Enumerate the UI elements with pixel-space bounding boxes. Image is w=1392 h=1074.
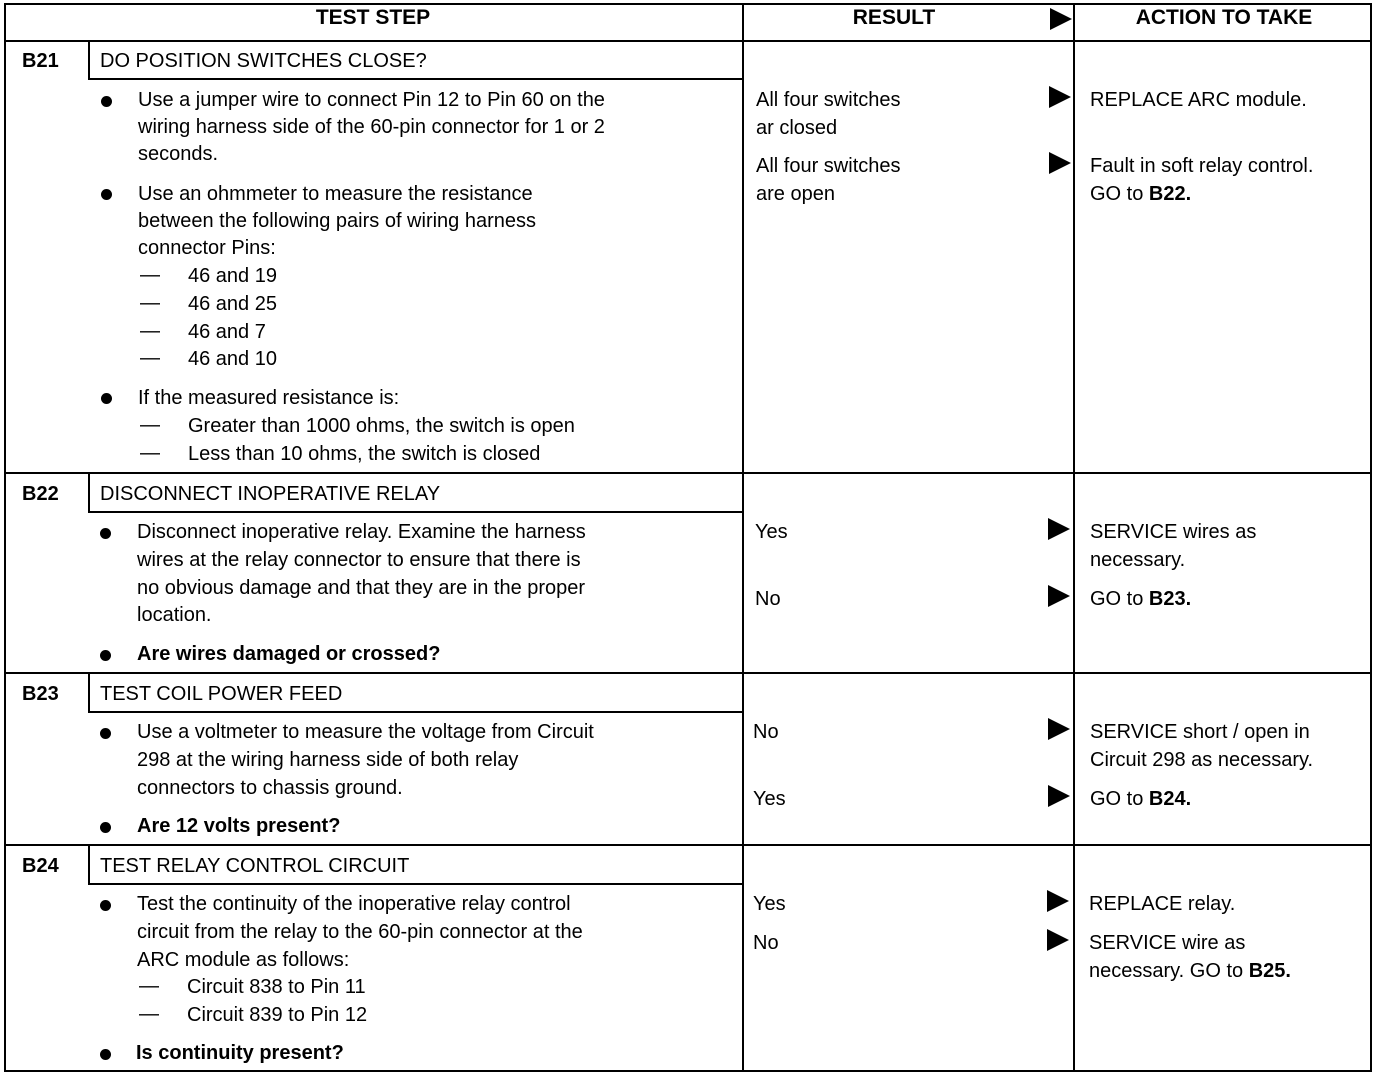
sub-item: Less than 10 ohms, the switch is closed <box>188 443 541 465</box>
step-text: circuit from the relay to the 60-pin connector at the <box>137 921 583 943</box>
sub-item: Greater than 1000 ohms, the switch is open <box>188 415 575 437</box>
sub-item: 46 and 19 <box>188 265 277 287</box>
arrow-icon <box>1049 152 1071 174</box>
step-code: B24 <box>22 855 59 877</box>
dash-marker: — <box>140 442 160 464</box>
step-text: location. <box>137 604 212 626</box>
code-column-divider <box>88 472 90 513</box>
arrow-icon <box>1047 890 1069 912</box>
step-text: seconds. <box>138 143 219 165</box>
arrow-icon <box>1048 785 1070 807</box>
dash-marker: — <box>139 1003 159 1025</box>
action-text: REPLACE ARC module. <box>1090 89 1307 111</box>
step-title: TEST RELAY CONTROL CIRCUIT <box>100 855 410 877</box>
result-column-divider <box>742 3 744 1072</box>
step-title-divider <box>88 511 742 513</box>
arrow-icon <box>1048 585 1070 607</box>
code-column-divider <box>88 844 90 885</box>
arrow-icon <box>1048 718 1070 740</box>
dash-marker: — <box>140 264 160 286</box>
dash-marker: — <box>140 347 160 369</box>
step-title-divider <box>88 883 742 885</box>
step-text: Use a jumper wire to connect Pin 12 to Pin 60 on the <box>138 89 605 111</box>
sub-item: 46 and 7 <box>188 321 266 343</box>
dash-marker: — <box>140 292 160 314</box>
code-column-divider <box>88 672 90 713</box>
header-action: ACTION TO TAKE <box>1135 6 1313 29</box>
step-text: wires at the relay connector to ensure that there is <box>137 549 581 571</box>
sub-item: 46 and 10 <box>188 348 277 370</box>
arrow-icon <box>1049 86 1071 108</box>
action-text: SERVICE short / open in Circuit 298 as necessary. <box>1090 721 1314 771</box>
step-question: Are wires damaged or crossed? <box>137 643 441 665</box>
step-text: Use an ohmmeter to measure the resistance <box>138 183 533 205</box>
bullet-icon <box>100 650 111 661</box>
result-text: Yes <box>755 521 788 543</box>
step-text: Use a voltmeter to measure the voltage from Circuit <box>137 721 594 743</box>
bullet-icon <box>100 1049 111 1060</box>
step-title-divider <box>88 711 742 713</box>
bullet-icon <box>101 393 112 404</box>
sub-item: Circuit 838 to Pin 11 <box>187 976 366 998</box>
row-divider <box>4 844 1372 846</box>
arrow-icon <box>1047 929 1069 951</box>
step-code: B23 <box>22 683 59 705</box>
step-code: B21 <box>22 50 59 72</box>
step-question: Is continuity present? <box>136 1042 344 1064</box>
bullet-icon <box>101 96 112 107</box>
table-border-right <box>1370 3 1372 1072</box>
bullet-icon <box>100 528 111 539</box>
action-text: REPLACE relay. <box>1089 893 1236 915</box>
step-title: TEST COIL POWER FEED <box>100 683 343 705</box>
table-border-top <box>4 3 1372 5</box>
result-text: Yes <box>753 893 786 915</box>
step-text: Test the continuity of the inoperative relay control <box>137 893 571 915</box>
row-divider <box>4 472 1372 474</box>
dash-marker: — <box>140 320 160 342</box>
step-text: no obvious damage and that they are in the proper <box>137 577 586 599</box>
step-text: between the following pairs of wiring harness <box>138 210 536 232</box>
result-text: Yes <box>753 788 786 810</box>
result-text: No <box>753 721 779 743</box>
arrow-icon <box>1048 518 1070 540</box>
header-divider <box>4 40 1372 42</box>
dash-marker: — <box>139 975 159 997</box>
bullet-icon <box>100 728 111 739</box>
step-text: connectors to chassis ground. <box>137 777 403 799</box>
action-text: Fault in soft relay control. GO to B22. <box>1090 155 1314 205</box>
step-text: ARC module as follows: <box>137 949 350 971</box>
action-text: GO to B23. <box>1090 588 1192 610</box>
action-text: SERVICE wires as necessary. <box>1090 521 1257 571</box>
sub-item: Circuit 839 to Pin 12 <box>187 1004 368 1026</box>
step-title-divider <box>88 78 742 80</box>
header-result: RESULT <box>852 6 936 29</box>
bullet-icon <box>100 900 111 911</box>
step-title: DISCONNECT INOPERATIVE RELAY <box>100 483 441 505</box>
bullet-icon <box>101 189 112 200</box>
table-border-left <box>4 3 6 1072</box>
header-arrow-icon <box>1050 8 1072 30</box>
bullet-icon <box>100 822 111 833</box>
result-text: All four switches are open <box>756 155 901 205</box>
result-text: No <box>753 932 779 954</box>
header-test-step: TEST STEP <box>315 6 431 29</box>
action-column-divider <box>1073 3 1075 1072</box>
step-text: 298 at the wiring harness side of both relay <box>137 749 519 771</box>
row-divider <box>4 672 1372 674</box>
result-text: No <box>755 588 781 610</box>
step-code: B22 <box>22 483 59 505</box>
table-border-bottom <box>4 1070 1372 1072</box>
step-text: connector Pins: <box>138 237 276 259</box>
action-text: GO to B24. <box>1090 788 1192 810</box>
result-text: All four switches ar closed <box>756 89 901 139</box>
step-text: If the measured resistance is: <box>138 387 400 409</box>
step-title: DO POSITION SWITCHES CLOSE? <box>100 50 427 72</box>
code-column-divider <box>88 40 90 79</box>
dash-marker: — <box>140 414 160 436</box>
sub-item: 46 and 25 <box>188 293 277 315</box>
step-text: wiring harness side of the 60-pin connector for 1 or 2 <box>138 116 605 138</box>
step-question: Are 12 volts present? <box>137 815 341 837</box>
step-text: Disconnect inoperative relay. Examine the harness <box>137 521 586 543</box>
action-text: SERVICE wire as necessary. GO to B25. <box>1089 932 1291 982</box>
